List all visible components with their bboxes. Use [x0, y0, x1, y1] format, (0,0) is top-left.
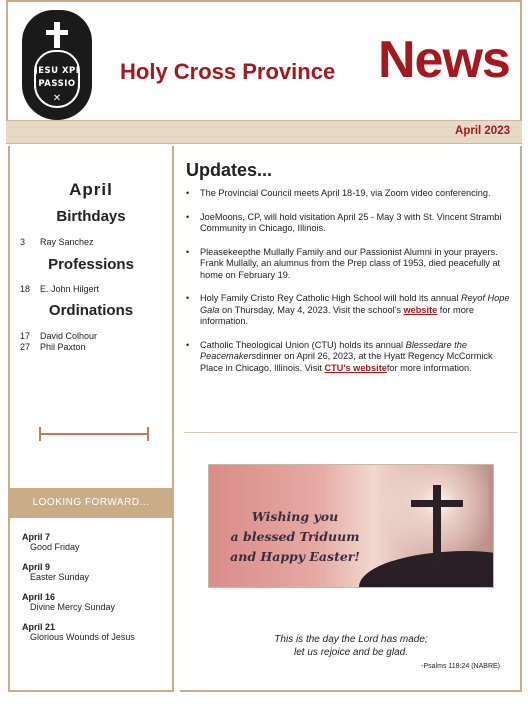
school-website-link[interactable]: website [403, 304, 438, 315]
looking-forward-header: LOOKING FORWARD... [10, 488, 172, 518]
masthead [6, 0, 522, 120]
looking-forward-item [22, 592, 115, 612]
event-name: Divine Mercy Sunday [30, 602, 116, 612]
ctu-website-link[interactable]: CTU's website [324, 362, 387, 373]
scripture-quote-line: This is the day the Lord has made; [274, 634, 428, 645]
event-name: Good Friday [30, 542, 80, 552]
main-content [180, 146, 522, 692]
ordination-entry [20, 342, 86, 352]
section-divider [184, 432, 518, 433]
masthead-title: Holy Cross Province [120, 59, 336, 84]
issue-date: April 2023 [455, 125, 510, 137]
entry-name: E. John Hilgert [40, 284, 100, 294]
update-item: • Holy Family Cristo Rey Catholic High School will hold its annual Reyof Hope Gala on Thursday, May 4, 2023. Visit the school's website for more information. [184, 293, 510, 328]
greeting-line: and Happy Easter! [230, 549, 360, 564]
update-item: • The Provincial Council meets April 18-19, via Zoom video conferencing. [184, 188, 510, 200]
scripture-quote-line: let us rejoice and be glad. [294, 647, 408, 658]
profession-entry [20, 284, 99, 294]
sidebar [8, 146, 174, 692]
greeting-line: a blessed Triduum [230, 529, 360, 544]
event-date: April 9 [22, 562, 51, 572]
event-name: Glorious Wounds of Jesus [30, 632, 135, 642]
passionist-logo [22, 10, 92, 120]
update-item: • JoeMoons, CP, will hold visitation April 25 - May 3 with St. Vincent Strambi Community in Chicago, Illinois. [184, 212, 510, 235]
professions-heading: Professions [48, 256, 134, 273]
logo-nails-icon: ✕ [52, 93, 62, 104]
event-date: April 16 [22, 592, 56, 602]
entry-day: 27 [20, 342, 31, 352]
event-name: Reyof Hope Gala [200, 293, 510, 315]
updates-list [184, 188, 510, 386]
looking-forward-item [22, 622, 135, 642]
event-date: April 21 [22, 622, 56, 632]
logo-text-line1: JESU XPI [34, 66, 80, 76]
event-name: Easter Sunday [30, 572, 90, 582]
greeting-line: Wishing you [251, 509, 339, 524]
looking-forward-item [22, 532, 80, 552]
entry-day: 18 [20, 284, 31, 294]
sidebar-month: April [69, 180, 113, 199]
entry-name: David Colhour [40, 331, 98, 341]
logo-cross-icon [54, 22, 60, 48]
birthdays-heading: Birthdays [56, 208, 126, 225]
masthead-news-word: News [378, 31, 510, 89]
entry-name: Phil Paxton [40, 342, 86, 352]
event-date: April 7 [22, 532, 51, 542]
cross-icon [433, 485, 441, 569]
logo-text-line2: PASSIO [38, 79, 76, 89]
updates-heading: Updates... [186, 160, 273, 180]
entry-name: Ray Sanchez [40, 237, 94, 247]
entry-day: 17 [20, 331, 31, 341]
birthday-entry [20, 237, 94, 247]
ordination-entry [20, 331, 97, 341]
easter-greeting-image [208, 464, 494, 588]
update-item: • Catholic Theological Union (CTU) holds its annual Blessedare the Peacemakersdinner on April 26, 2023, at the Hyatt Regency McCormick Place in Chicago, Illinois. Visit CTU's websitefor more information. [184, 340, 510, 375]
update-item: • Pleasekeepthe Mullally Family and our Passionist Alumni in your prayers. Frank Mullally, an alumnus from the Prep class of 1953, died peacefully at home on February 19. [184, 247, 510, 282]
scripture-citation: -Psalms 118:24 (NABRE) [421, 663, 500, 670]
ordinations-heading: Ordinations [48, 302, 134, 319]
sidebar-divider [40, 433, 148, 435]
entry-day: 3 [20, 237, 26, 247]
event-name: Blessedare the Peacemakers [200, 339, 467, 361]
issue-date-bar [6, 120, 522, 144]
looking-forward-item [22, 562, 89, 582]
